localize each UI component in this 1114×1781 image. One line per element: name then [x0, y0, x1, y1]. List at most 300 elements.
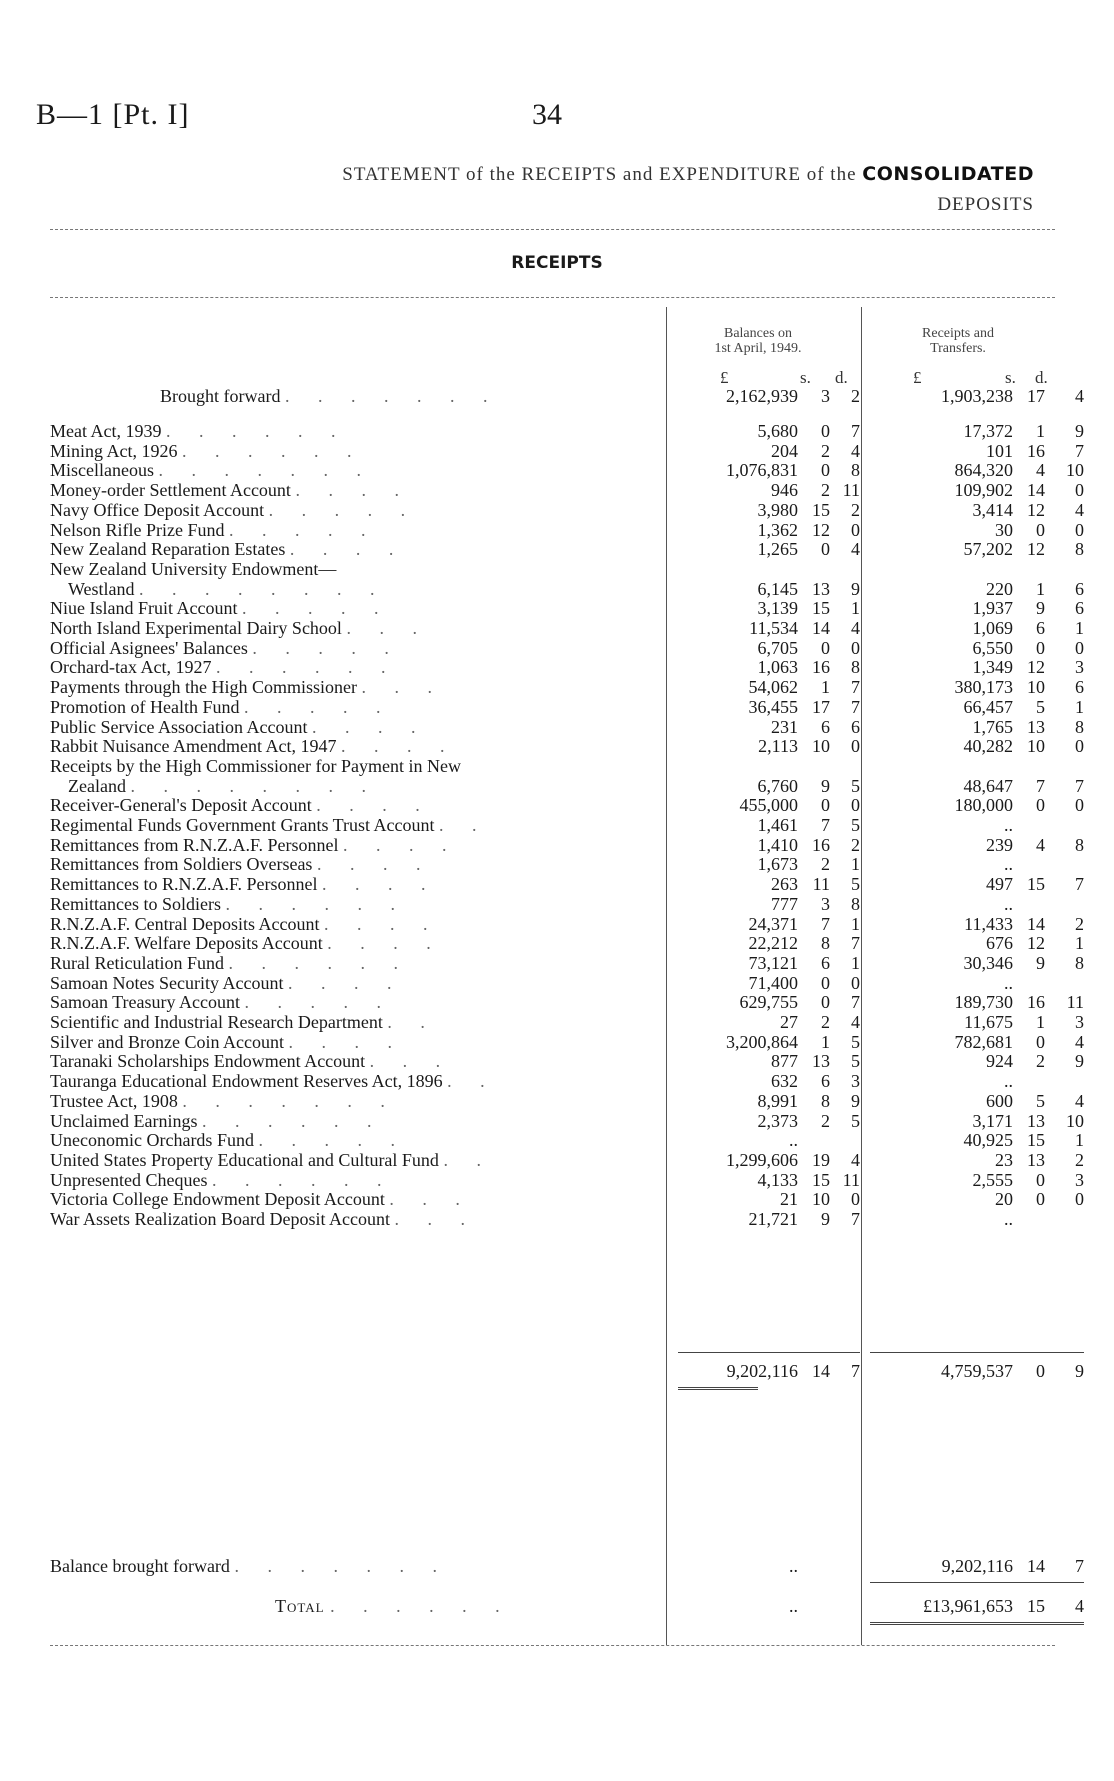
balance-shillings: 6	[821, 1071, 830, 1092]
account-name-text: Receiver-General's Deposit Account	[50, 795, 312, 816]
receipts-pence: 3	[1075, 1012, 1084, 1032]
account-name-text: Payments through the High Commissioner	[50, 677, 357, 698]
leader-dots: . . . .	[311, 716, 428, 737]
account-name-text: Remittances to Soldiers	[50, 893, 221, 914]
section-title: RECEIPTS	[511, 253, 603, 273]
account-row	[50, 1129, 1084, 1151]
balance-pence: 9	[851, 578, 860, 599]
balance-pence: 5	[851, 775, 860, 796]
subtotal-balance-pounds: 9,202,116	[726, 1361, 798, 1381]
account-row	[50, 775, 1084, 797]
account-name	[50, 1208, 670, 1230]
balance-shillings: 10	[812, 1189, 830, 1210]
balance-pence: 11	[842, 1169, 860, 1190]
account-name	[50, 991, 670, 1013]
receipts-shillings: 15	[1027, 874, 1045, 895]
receipts-shillings: 0	[1036, 1031, 1045, 1052]
grand-total-pounds: £13,961,653	[923, 1596, 1013, 1616]
receipts-pounds: 220	[986, 578, 1013, 599]
account-row	[50, 991, 1084, 1013]
receipts-pounds: 30	[995, 519, 1013, 540]
account-row	[50, 755, 1040, 777]
account-name	[50, 617, 670, 639]
receipts-shillings: 13	[1027, 1149, 1045, 1170]
leader-dots: . . . .	[340, 736, 457, 757]
balance-pence: 7	[851, 421, 860, 441]
account-row	[50, 873, 1084, 895]
account-name	[50, 932, 670, 954]
balance-shillings: 15	[812, 1169, 830, 1190]
balance-shillings: 6	[821, 716, 830, 737]
receipts-pence: 1	[1075, 618, 1084, 638]
balance-shillings: 1	[821, 1031, 830, 1052]
account-name	[50, 696, 670, 718]
receipts-pounds: 239	[986, 834, 1013, 855]
account-row	[50, 1070, 1040, 1092]
account-name-text: Samoan Notes Security Account	[50, 972, 284, 993]
brought-forward-balance-shillings: 3	[821, 386, 830, 406]
account-name	[50, 597, 670, 619]
account-name-text: Promotion of Health Fund	[50, 696, 240, 717]
leader-dots: . . . .	[324, 913, 440, 934]
account-name-text: North Island Experimental Dairy School	[50, 618, 342, 638]
balance-pence: 0	[851, 1189, 860, 1210]
receipts-pounds: 6,550	[972, 637, 1013, 658]
receipts-shillings: 5	[1036, 1090, 1045, 1111]
receipts-pounds: 180,000	[954, 795, 1013, 816]
account-name-text: Rabbit Nuisance Amendment Act, 1947	[50, 736, 337, 757]
receipts-header-line1: Receipts and	[922, 326, 994, 341]
balance-pence: 6	[851, 716, 860, 737]
account-name-text: Uneconomic Orchards Fund	[50, 1130, 254, 1151]
account-name-text: Trustee Act, 1908	[50, 1090, 178, 1111]
balance-pounds: 231	[771, 716, 798, 737]
receipts-shillings: 6	[1036, 618, 1045, 638]
balance-pounds: 455,000	[739, 795, 798, 816]
account-row	[50, 834, 1084, 856]
balance-pence: 8	[851, 460, 860, 481]
account-row	[50, 913, 1084, 935]
balance-pounds: 27	[780, 1012, 798, 1032]
subtotal-double-rule	[678, 1387, 758, 1390]
balance-shillings: 15	[812, 499, 830, 520]
balance-forward-shillings: 14	[1027, 1556, 1045, 1576]
balance-shillings: 0	[821, 460, 830, 481]
account-row	[50, 972, 1040, 994]
balance-shillings: 2	[821, 1110, 830, 1131]
leader-dots: . . . . . . .	[158, 460, 373, 481]
balance-shillings: 0	[821, 421, 830, 441]
receipts-pence: 8	[1075, 716, 1084, 737]
balance-pounds: 2,113	[758, 736, 798, 757]
receipts-pounds: ..	[1004, 972, 1013, 993]
receipts-pence: 0	[1075, 637, 1084, 658]
balance-pence: 5	[851, 874, 860, 895]
receipts-pounds: 101	[986, 440, 1013, 461]
account-name-text: Remittances from Soldiers Overseas	[50, 854, 313, 875]
balance-pounds: 777	[771, 893, 798, 914]
unit-shillings: s.	[1005, 368, 1016, 387]
account-name-text: Public Service Association Account	[50, 716, 308, 737]
account-name	[68, 775, 688, 797]
brought-forward-receipts-pounds: 1,903,238	[941, 386, 1013, 406]
receipts-column-header	[868, 326, 1048, 356]
account-name-text: Navy Office Deposit Account	[50, 499, 265, 520]
receipts-pounds: 40,282	[963, 736, 1013, 757]
leader-dots: . .	[443, 1149, 493, 1170]
balance-pence: 7	[851, 1209, 860, 1229]
balance-shillings: 2	[821, 480, 830, 501]
balance-shillings: 0	[821, 637, 830, 658]
receipts-shillings: 12	[1027, 539, 1045, 560]
leader-dots: . . .	[361, 677, 444, 698]
balance-shillings: 16	[812, 834, 830, 855]
balance-shillings: 10	[812, 736, 830, 757]
statement-title	[342, 163, 1034, 186]
account-name-text: Receipts by the High Commissioner for Payment in New	[50, 755, 461, 776]
account-name	[50, 972, 670, 994]
account-name	[50, 873, 670, 895]
account-row	[50, 420, 1084, 442]
receipts-pounds: 30,346	[963, 952, 1013, 973]
receipts-shillings: 4	[1036, 460, 1045, 481]
unit-pence: d.	[1035, 368, 1048, 387]
receipts-pounds: 11,675	[964, 1012, 1013, 1032]
balance-pence: 1	[851, 913, 860, 934]
balance-shillings: 9	[821, 1209, 830, 1229]
account-name-text: Rural Reticulation Fund	[50, 952, 224, 973]
account-name	[50, 1050, 670, 1072]
receipts-pence: 1	[1075, 933, 1084, 954]
balance-pence: 7	[851, 696, 860, 717]
leader-dots: . . . .	[343, 834, 459, 855]
balance-forward-label: Balance brought forward . . . . . . .	[50, 1556, 449, 1576]
leader-dots: . . . . . .	[182, 440, 364, 461]
account-row	[50, 578, 1084, 600]
receipts-pence: 0	[1075, 736, 1084, 757]
receipts-pence: 0	[1075, 480, 1084, 501]
balance-pounds: 6,760	[757, 775, 798, 796]
account-name-text: Unpresented Cheques	[50, 1169, 208, 1190]
leader-dots: . . . .	[316, 795, 432, 816]
leader-dots: . . . . .	[241, 598, 391, 619]
balance-forward-balance: ..	[789, 1556, 798, 1576]
account-name-text: Nelson Rifle Prize Fund	[50, 519, 225, 540]
leader-dots: . . . . .	[268, 499, 418, 520]
account-row	[50, 656, 1084, 678]
receipts-pence: 9	[1075, 1051, 1084, 1072]
brought-forward-text: Brought forward	[160, 386, 281, 406]
leader-dots: . . .	[389, 1189, 472, 1210]
account-name-text: Remittances to R.N.Z.A.F. Personnel	[50, 874, 318, 895]
account-row	[50, 932, 1084, 954]
balance-shillings: 8	[821, 933, 830, 954]
leader-dots: . . . .	[287, 972, 404, 993]
leader-dots: . .	[438, 815, 489, 835]
receipts-shillings: 7	[1036, 775, 1045, 796]
balance-pounds: 3,139	[757, 598, 798, 619]
balance-pounds: 71,400	[748, 972, 798, 993]
balance-shillings: 16	[812, 657, 830, 678]
balance-shillings: 12	[812, 519, 830, 540]
balance-shillings: 2	[821, 854, 830, 875]
balance-pounds: 6,145	[757, 578, 798, 599]
balance-shillings: 1	[821, 677, 830, 698]
receipts-pence: 6	[1075, 677, 1084, 698]
receipts-pounds: ..	[1004, 815, 1013, 835]
leader-dots: . . . . .	[228, 519, 378, 540]
account-name	[50, 656, 670, 678]
receipts-pounds: ..	[1004, 1071, 1013, 1092]
receipts-pence: 10	[1066, 1110, 1084, 1131]
account-row	[50, 440, 1084, 462]
balance-pounds: 3,200,864	[726, 1031, 798, 1052]
receipts-shillings: 13	[1027, 1110, 1045, 1131]
receipts-pounds: 380,173	[954, 677, 1013, 698]
balance-pounds: 2,373	[757, 1110, 798, 1131]
receipts-shillings: 12	[1027, 657, 1045, 678]
balance-pounds: 1,299,606	[726, 1149, 798, 1170]
receipts-pounds: 600	[986, 1090, 1013, 1111]
leader-dots: . . . . . .	[228, 952, 410, 973]
receipts-pounds: 1,765	[972, 716, 1013, 737]
brought-forward-receipts-pence: 4	[1075, 386, 1084, 406]
leader-dots: . .	[387, 1012, 437, 1032]
receipts-pence: 8	[1075, 834, 1084, 855]
balance-pounds: 1,673	[757, 854, 798, 875]
balance-forward-pounds: 9,202,116	[941, 1556, 1013, 1576]
account-name-text: Orchard-tax Act, 1927	[50, 657, 212, 678]
receipts-pounds: 17,372	[963, 421, 1013, 441]
account-name-text: Meat Act, 1939	[50, 421, 162, 441]
account-name-text: Remittances from R.N.Z.A.F. Personnel	[50, 834, 339, 855]
balance-pence: 5	[851, 1051, 860, 1072]
receipts-shillings: 0	[1036, 1169, 1045, 1190]
account-row	[50, 1031, 1084, 1053]
account-row	[50, 1011, 1084, 1033]
leader-dots: . . .	[369, 1051, 453, 1072]
receipts-shillings: 10	[1027, 677, 1045, 698]
receipts-pence: 2	[1075, 913, 1084, 934]
account-name-text: War Assets Realization Board Deposit Account	[50, 1209, 390, 1229]
balance-pounds: 8,991	[757, 1090, 798, 1111]
receipts-pounds: ..	[1004, 893, 1013, 914]
receipts-pounds: 924	[986, 1051, 1013, 1072]
account-name-text: R.N.Z.A.F. Central Deposits Account	[50, 913, 320, 934]
balance-pence: 4	[851, 440, 860, 461]
balance-pounds: 1,461	[757, 815, 798, 835]
subtotal-rule	[678, 1352, 860, 1353]
account-row	[50, 696, 1084, 718]
leader-dots: . . . .	[288, 1031, 404, 1052]
balance-pence: 4	[851, 618, 860, 638]
receipts-pence: 7	[1075, 775, 1084, 796]
account-name-text: Samoan Treasury Account	[50, 992, 240, 1013]
unit-shillings: s.	[800, 368, 811, 387]
account-name-text: Regimental Funds Government Grants Trust Account	[50, 815, 435, 835]
receipts-pounds: 2,555	[972, 1169, 1013, 1190]
brought-forward-label: Brought forward . . . . . . .	[160, 386, 500, 406]
balance-pounds: 946	[771, 480, 798, 501]
leader-dots: . . . . .	[244, 992, 393, 1013]
account-row	[50, 893, 1040, 915]
account-name	[50, 558, 670, 580]
account-row	[50, 617, 1084, 639]
balance-pence: 7	[851, 992, 860, 1013]
receipts-pounds: ..	[1004, 1209, 1013, 1229]
account-name-text: New Zealand University Endowment—	[50, 558, 337, 579]
balance-pence: 1	[851, 598, 860, 619]
balances-header-line1: Balances on	[723, 326, 793, 341]
balance-shillings: 9	[821, 775, 830, 796]
account-name	[50, 853, 670, 875]
receipts-shillings: 0	[1036, 519, 1045, 540]
account-name	[50, 538, 670, 560]
account-name	[50, 1110, 670, 1132]
account-name	[50, 519, 670, 541]
account-row	[50, 794, 1084, 816]
receipts-pence: 0	[1075, 519, 1084, 540]
balance-pounds: 1,265	[757, 539, 798, 560]
leader-dots: . . . .	[289, 539, 406, 560]
account-name	[50, 440, 670, 462]
balance-shillings: 7	[821, 815, 830, 835]
leader-dots: . . . . . .	[211, 1169, 394, 1190]
receipts-pence: 7	[1075, 874, 1084, 895]
balances-header-line2: 1st April, 1949.	[714, 341, 802, 356]
balance-pence: 0	[851, 519, 860, 540]
account-row	[50, 479, 1084, 501]
receipts-shillings: 0	[1036, 795, 1045, 816]
balance-shillings: 2	[821, 1012, 830, 1032]
account-row	[50, 952, 1084, 974]
leader-dots: . . . . . .	[225, 893, 407, 914]
account-name	[50, 637, 670, 659]
account-name	[68, 578, 688, 600]
receipts-shillings: 12	[1027, 933, 1045, 954]
grand-total-balance: ..	[789, 1596, 798, 1616]
receipts-shillings: 16	[1027, 440, 1045, 461]
receipts-pounds: 1,349	[972, 657, 1013, 678]
balance-pence: 3	[851, 1071, 860, 1092]
account-name	[50, 1031, 670, 1053]
balance-pence: 4	[851, 1012, 860, 1032]
balance-pence: 8	[851, 893, 860, 914]
account-name	[50, 755, 670, 777]
account-row	[50, 814, 1040, 836]
statement-title-prefix: STATEMENT of the RECEIPTS and EXPENDITURE of the	[342, 164, 857, 185]
balance-pounds: 22,212	[748, 933, 798, 954]
receipts-shillings: 12	[1027, 499, 1045, 520]
account-row	[50, 538, 1084, 560]
leader-dots: . . . . . . . .	[139, 578, 387, 599]
account-name-text: New Zealand Reparation Estates	[50, 539, 286, 560]
leader-dots: . . .	[394, 1209, 477, 1229]
balance-shillings: 14	[812, 618, 830, 638]
grand-total-label: Total . . . . . .	[275, 1596, 512, 1616]
balance-pence: 1	[851, 854, 860, 875]
account-name	[50, 834, 670, 856]
balance-pence: 9	[851, 1090, 860, 1111]
balance-shillings: 13	[812, 1051, 830, 1072]
balance-pounds: 4,133	[757, 1169, 798, 1190]
balance-pence: 7	[851, 677, 860, 698]
account-name-text: Victoria College Endowment Deposit Account	[50, 1189, 385, 1210]
receipts-pounds: 676	[986, 933, 1013, 954]
balance-forward-text: Balance brought forward	[50, 1556, 230, 1576]
account-row	[50, 1149, 1084, 1171]
balance-shillings: 17	[812, 696, 830, 717]
receipts-pence: 8	[1075, 539, 1084, 560]
account-name	[50, 913, 670, 935]
leader-dots: . . . . . .	[165, 421, 348, 441]
account-name	[50, 676, 670, 698]
leader-dots: . . . .	[322, 874, 438, 895]
total-rule	[870, 1582, 1084, 1583]
account-name-text: Unclaimed Earnings	[50, 1110, 198, 1131]
balance-shillings: 7	[821, 913, 830, 934]
receipts-shillings: 2	[1036, 1051, 1045, 1072]
leader-dots: . . . . .	[244, 696, 393, 717]
receipts-pounds: 189,730	[954, 992, 1013, 1013]
receipts-shillings: 10	[1027, 736, 1045, 757]
balance-pounds: 263	[771, 874, 798, 895]
receipts-pence: 10	[1066, 460, 1084, 481]
divider	[50, 1645, 1055, 1646]
account-name	[50, 735, 670, 757]
account-name	[50, 1169, 670, 1191]
account-row	[50, 1090, 1084, 1112]
account-name	[50, 1129, 670, 1151]
balance-pence: 5	[851, 1110, 860, 1131]
receipts-pounds: 1,069	[972, 618, 1013, 638]
balance-pounds: 11,534	[749, 618, 798, 638]
account-row	[50, 499, 1084, 521]
grand-total-text: Total	[275, 1596, 325, 1616]
receipts-pounds: 497	[986, 874, 1013, 895]
receipts-shillings: 0	[1036, 637, 1045, 658]
account-name	[50, 459, 670, 481]
receipts-pence: 3	[1075, 1169, 1084, 1190]
receipts-pence: 6	[1075, 578, 1084, 599]
grand-total-double-rule	[870, 1622, 1084, 1625]
account-row	[50, 637, 1084, 659]
leader-dots: . . . .	[295, 480, 411, 501]
account-row	[50, 853, 1040, 875]
balance-pounds: 36,455	[748, 696, 798, 717]
subtotal-receipts-pounds: 4,759,537	[941, 1361, 1013, 1381]
receipts-pence: 2	[1075, 1149, 1084, 1170]
account-name	[50, 716, 670, 738]
receipts-pence: 3	[1075, 657, 1084, 678]
balance-pence: 4	[851, 539, 860, 560]
receipts-shillings: 16	[1027, 992, 1045, 1013]
receipts-pence: 6	[1075, 598, 1084, 619]
balance-pence: 5	[851, 1031, 860, 1052]
receipts-pounds: 57,202	[963, 539, 1013, 560]
receipts-pence: 4	[1075, 499, 1084, 520]
account-row	[50, 1188, 1084, 1210]
balance-pence: 1	[851, 952, 860, 973]
balance-pounds: 204	[771, 440, 798, 461]
account-row	[50, 459, 1084, 481]
account-name	[50, 1188, 670, 1210]
account-name	[50, 1070, 670, 1092]
divider	[50, 229, 1055, 230]
brought-forward-row	[50, 385, 1084, 407]
receipts-pounds: 40,925	[963, 1130, 1013, 1151]
receipts-shillings: 13	[1027, 716, 1045, 737]
